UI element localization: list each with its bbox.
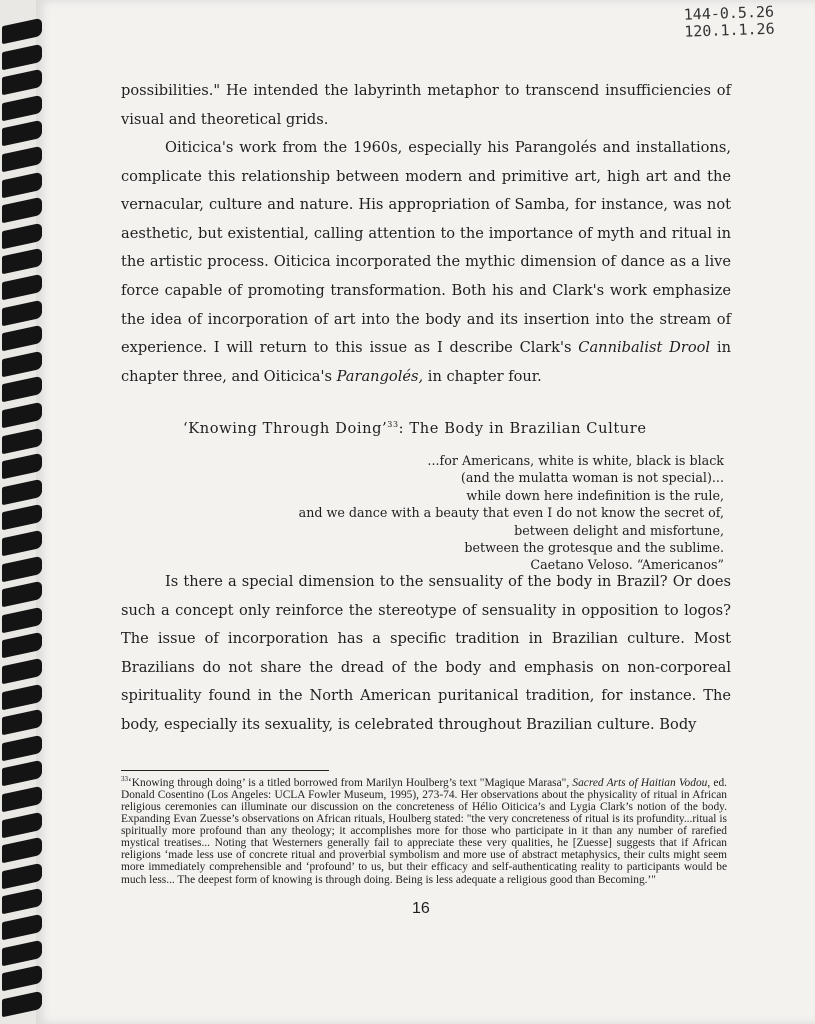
italic-title: Cannibalist Drool xyxy=(578,339,711,357)
binding-loop xyxy=(2,18,42,45)
paragraph-text xyxy=(121,134,731,391)
heading-quote: ‘Knowing Through Doing’ xyxy=(183,420,388,437)
epigraph xyxy=(299,452,724,574)
epigraph-line: ...for Americans, white is white, black is black xyxy=(427,453,724,468)
paragraph-text: possibilities." He intended the labyrinth metaphor to transcend insufficiencies of visual and theoretical grids. xyxy=(121,82,731,128)
binding-loop xyxy=(2,376,42,403)
binding-loop xyxy=(2,453,42,480)
binding-loop xyxy=(2,555,42,582)
binding-loop xyxy=(2,274,42,301)
binding-loop xyxy=(2,479,42,506)
binding-loop xyxy=(2,351,42,378)
handwritten-reference-number xyxy=(683,3,784,40)
binding-loop xyxy=(2,658,42,685)
footnote xyxy=(121,773,727,886)
binding-loop xyxy=(2,504,42,531)
heading-rest: : The Body in Brazilian Culture xyxy=(398,420,647,437)
binding-loop xyxy=(2,607,42,634)
reference-line: 120.1.1.26 xyxy=(683,19,775,41)
binding-loop xyxy=(2,709,42,736)
reference-line: 144-0.5.26 xyxy=(683,2,775,24)
paragraph xyxy=(121,568,731,740)
binding-loop xyxy=(2,223,42,250)
binding-loop xyxy=(2,427,42,454)
binding-loop xyxy=(2,760,42,787)
binding-loop xyxy=(2,888,42,915)
binding-loop xyxy=(2,735,42,762)
paragraph xyxy=(121,77,731,134)
binding-loop xyxy=(2,965,42,992)
binding-loop xyxy=(2,197,42,224)
page-number: 16 xyxy=(412,900,430,917)
section-heading xyxy=(183,420,647,437)
binding-loop xyxy=(2,171,42,198)
italic-title: Parangolés, xyxy=(336,367,424,385)
footnote-divider xyxy=(121,770,329,771)
binding-loop xyxy=(2,683,42,710)
binding-loop xyxy=(2,914,42,941)
binding-loop xyxy=(2,811,42,838)
binding-loop xyxy=(2,69,42,96)
binding-loop xyxy=(2,837,42,864)
binding-loop xyxy=(2,632,42,659)
binding-loop xyxy=(2,581,42,608)
binding-loop xyxy=(2,530,42,557)
binding-loop xyxy=(2,95,42,122)
epigraph-line: between the grotesque and the sublime. xyxy=(464,540,724,556)
binding-loop xyxy=(2,43,42,70)
binding-loop xyxy=(2,402,42,429)
binding-loop xyxy=(2,991,42,1018)
binding-loop xyxy=(2,146,42,173)
epigraph-line: (and the mulatta woman is not special)... xyxy=(460,470,724,486)
epigraph-line: between delight and misfortune, xyxy=(514,522,724,538)
epigraph-line: while down here indefinition is the rule, xyxy=(466,487,724,503)
binding-loop xyxy=(2,786,42,813)
text-run: in chapter four. xyxy=(423,367,542,385)
binding-loop xyxy=(2,120,42,147)
spiral-binding xyxy=(0,0,48,1024)
footnote-number: 33 xyxy=(121,775,128,783)
binding-loop xyxy=(2,863,42,890)
epigraph-attribution: Caetano Veloso. “Americanos” xyxy=(530,557,724,573)
footnote-text: ‘Knowing through doing’ is a titled borrowed from Marilyn Houlberg’s text "Magique Marasa", xyxy=(128,776,573,789)
footnote-text: , ed. Donald Cosentino (Los Angeles: UCLA Fowler Museum, 1995), 273-74. Her observations about the physicality of ritual in African religious ceremonies can illuminate our discussion on the concreteness of Hélio Oiticica’s and Lygia Clark’s notion of the body. Expanding Evan Zuesse’s observations on African rituals, Houlberg stated: "the very concreteness of ritual is its profundity...ritual is spiritually more profound than any theology; it accomplishes more for those who participate in it than any number of rarefied mystical treatises... Noting that Westerners generally fail to appreciate these very qualities, he [Zuesse] suggests that if African religions ‘made less use of concrete ritual and proverbial symbolism and more use of abstract metaphysics, their cults might seem more immediately comprehensible and ‘profound’ to us, but their efficacy and self-authenticating reality to participants would be much less... The deepest form of knowing is through doing. Being is less adequate a religious good than Becoming.’" xyxy=(121,776,727,886)
binding-loop xyxy=(2,248,42,275)
binding-loop xyxy=(2,939,42,966)
binding-loop xyxy=(2,299,42,326)
text-run: in chapter three, and Oiticica's xyxy=(121,339,731,385)
paragraph xyxy=(121,134,731,391)
text-run: Oiticica's work from the 1960s, especially his Parangolés and installations, complicate this relationship between modern and primitive art, high art and the vernacular, culture and nature. His appropriation of Samba, for instance, was not aesthetic, but existential, calling attention to the importance of myth and ritual in the artistic process. Oiticica incorporated the mythic dimension of dance as a live force capable of promoting transformation. Both his and Clark's work emphasize the idea of incorporation of art into the body and its insertion into the stream of experience. I will return to this issue as I describe Clark's xyxy=(121,139,731,357)
paragraph-text: Is there a special dimension to the sensuality of the body in Brazil? Or does such a concept only reinforce the stereotype of sensuality in opposition to logos? The issue of incorporation has a specific tradition in Brazilian culture. Most Brazilians do not share the dread of the body and emphasis on non-corporeal spirituality found in the North American puritanical tradition, for instance. The body, especially its sexuality, is celebrated throughout Brazilian culture. Body xyxy=(121,573,731,733)
footnote-italic-title: Sacred Arts of Haitian Vodou xyxy=(572,776,708,789)
binding-loop xyxy=(2,325,42,352)
epigraph-line: and we dance with a beauty that even I do not know the secret of, xyxy=(298,505,724,521)
footnote-marker: 33 xyxy=(387,420,399,430)
